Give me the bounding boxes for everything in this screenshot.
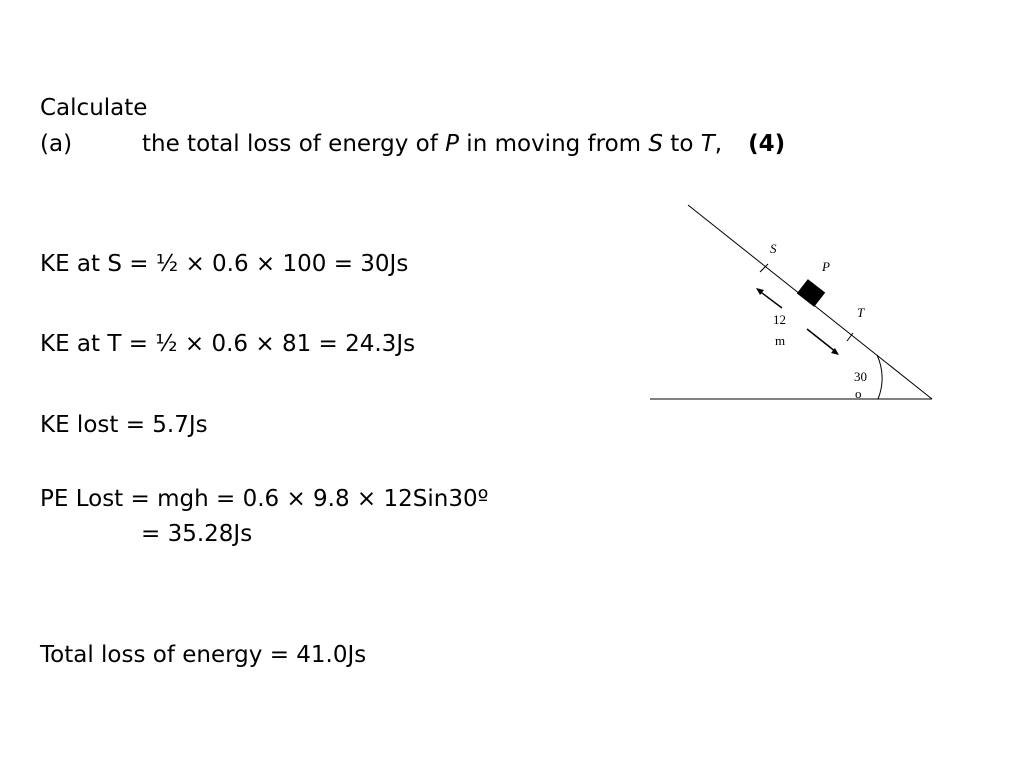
question-number: (a) xyxy=(40,131,73,157)
ke-at-s-line: KE at S = ½ × 0.6 × 100 = 30Js xyxy=(40,251,409,277)
distance-unit: m xyxy=(775,333,786,348)
angle-degree: o xyxy=(855,386,862,401)
total-loss-line: Total loss of energy = 41.0Js xyxy=(40,642,367,668)
question-text-1: the total loss of energy of xyxy=(142,131,446,157)
question-var-t: T xyxy=(700,131,715,157)
question-var-p: P xyxy=(445,131,459,157)
inclined-plane-diagram xyxy=(640,195,940,410)
pe-lost-result-line: = 35.28Js xyxy=(141,521,253,547)
distance-number: 12 xyxy=(773,312,786,327)
question-text-3: to xyxy=(663,131,701,157)
label-p: P xyxy=(822,259,830,274)
question-text-2: in moving from xyxy=(459,131,649,157)
calculate-text: Calculate xyxy=(40,95,148,121)
question-var-s: S xyxy=(648,131,663,157)
question-text-4: , xyxy=(714,131,723,157)
arrow-down-line xyxy=(807,329,836,352)
pe-lost-line: PE Lost = mgh = 0.6 × 9.8 × 12Sin30º xyxy=(40,486,489,512)
angle-number: 30 xyxy=(854,369,867,384)
question-a xyxy=(40,129,785,159)
ke-lost-line: KE lost = 5.7Js xyxy=(40,412,208,438)
label-s: S xyxy=(770,241,777,256)
label-t: T xyxy=(857,305,865,320)
calculate-heading xyxy=(40,93,147,123)
question-marks: (4) xyxy=(748,131,786,157)
angle-arc xyxy=(877,355,882,399)
ke-at-t-line: KE at T = ½ × 0.6 × 81 = 24.3Js xyxy=(40,331,416,357)
block-p xyxy=(797,279,825,307)
